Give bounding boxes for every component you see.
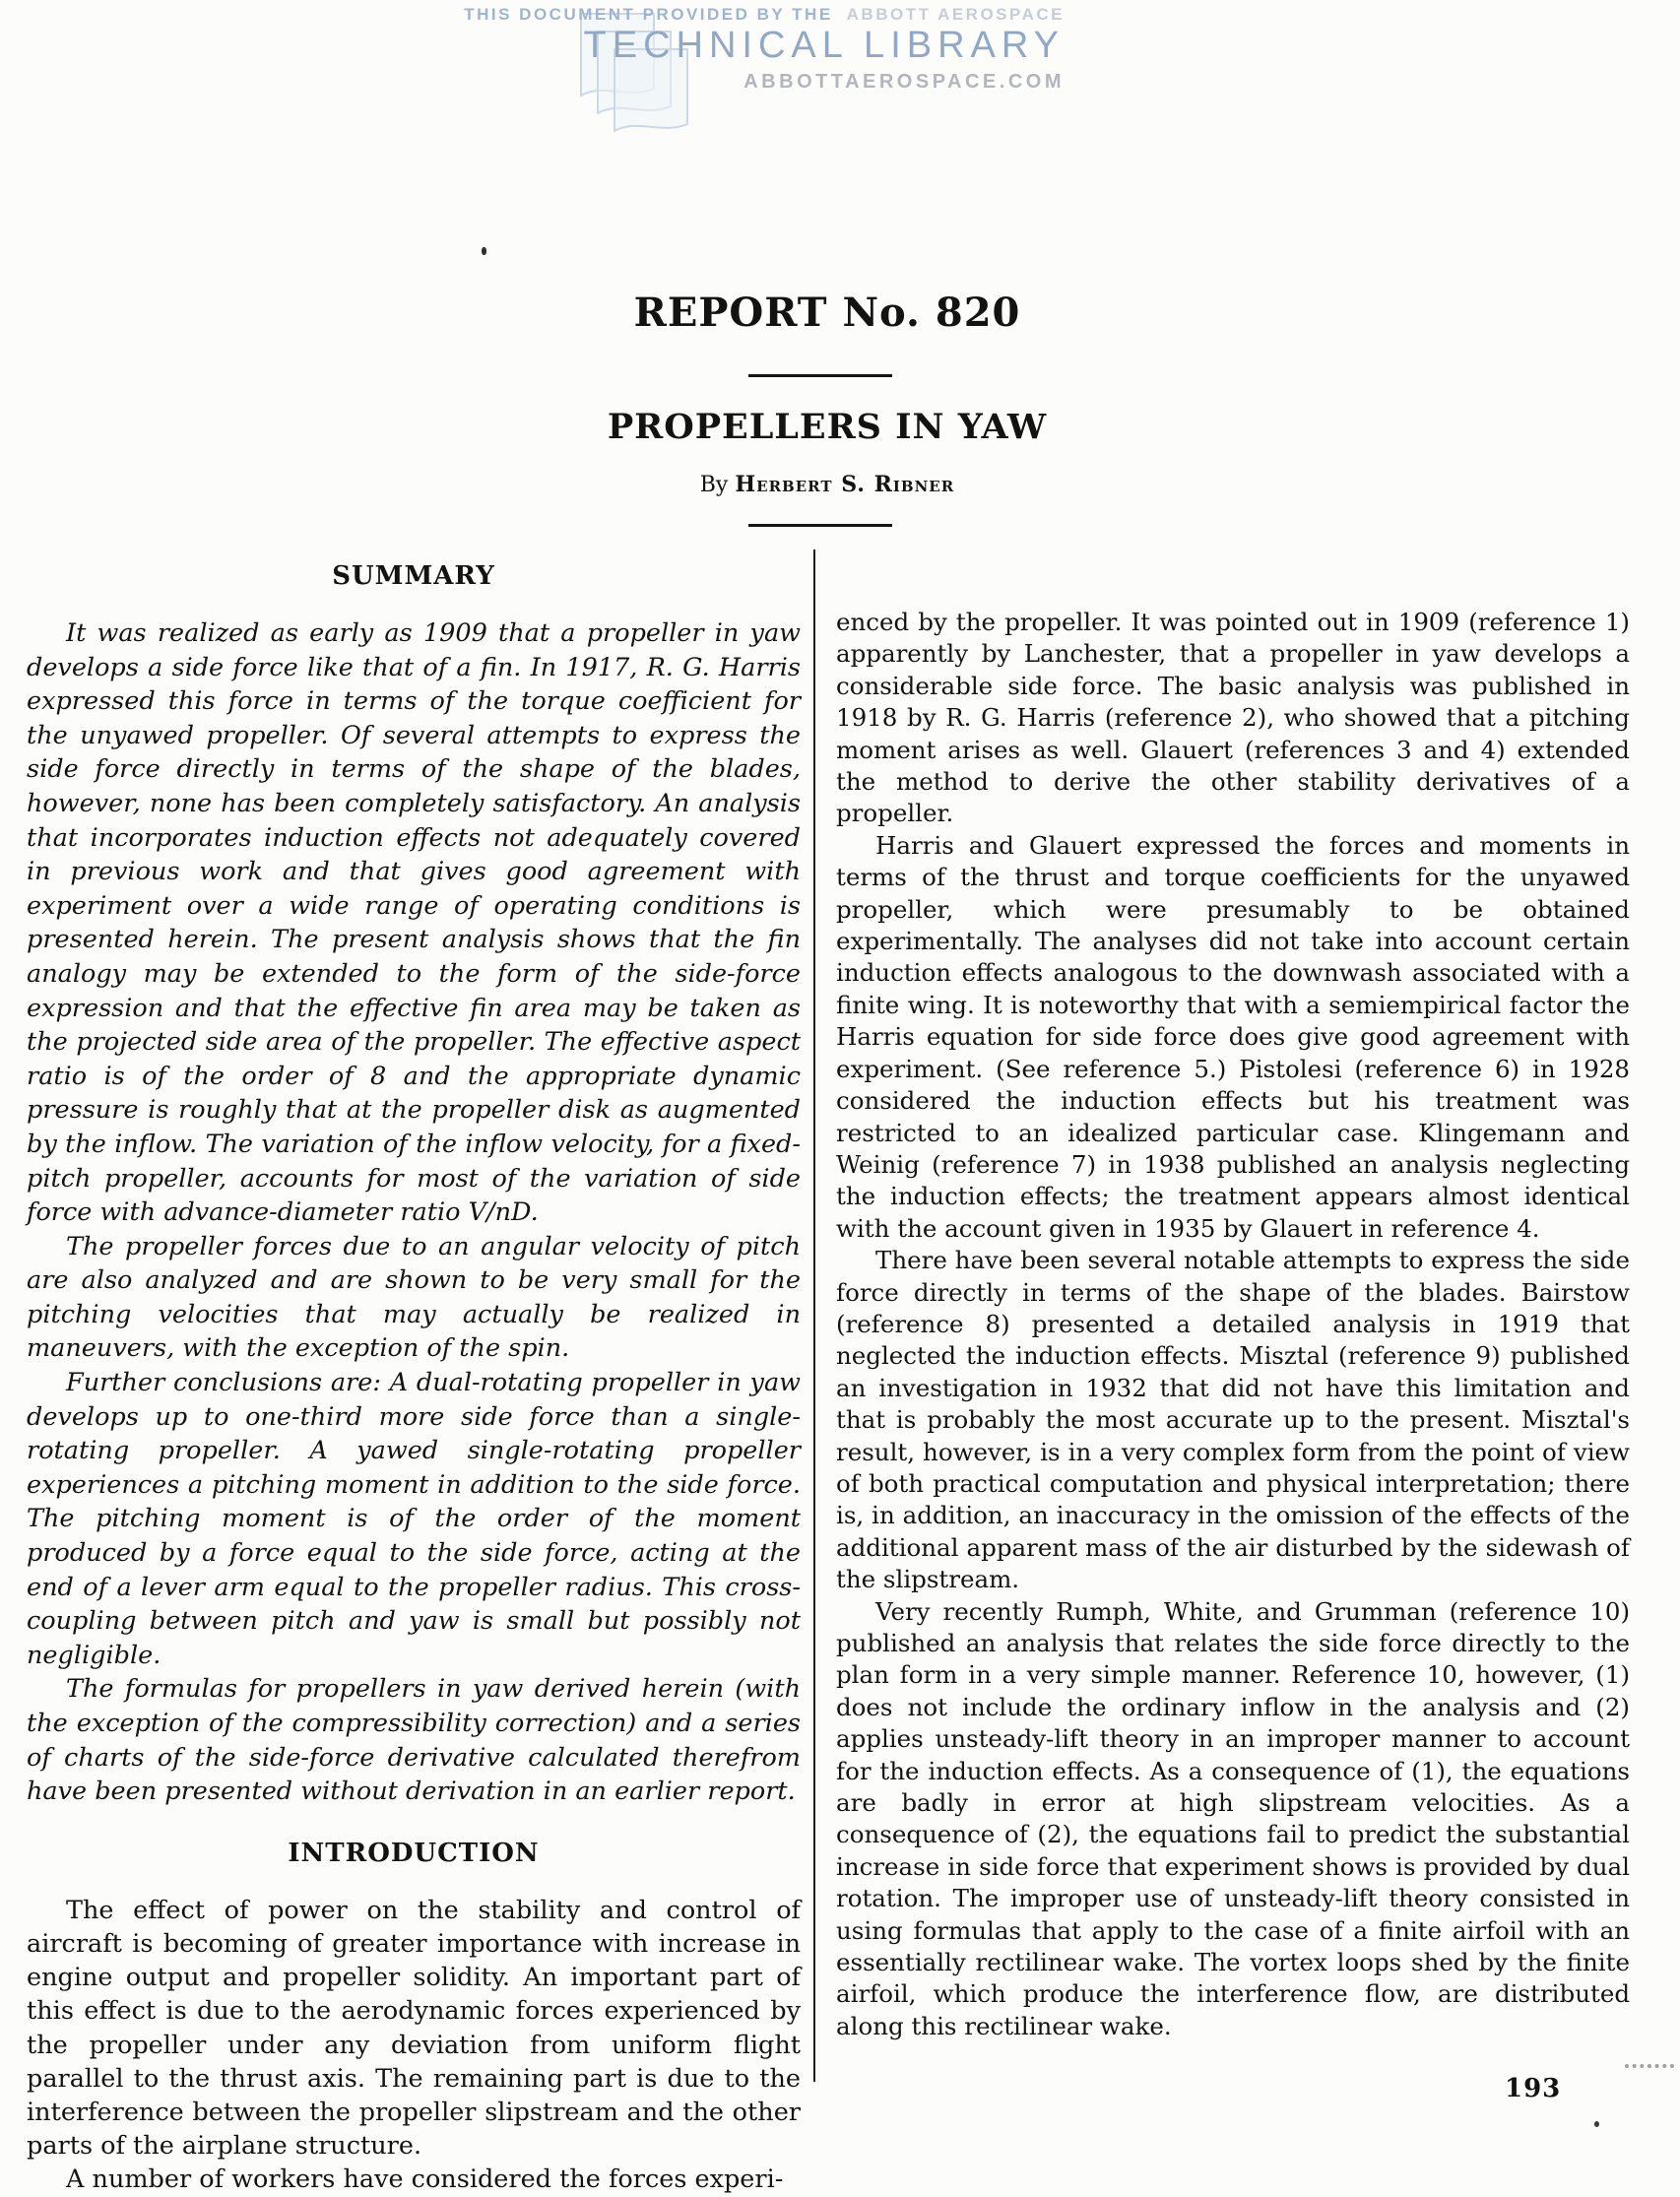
introduction-section: [27, 1894, 801, 2197]
title-rule-top: [748, 374, 892, 377]
summary-paragraph: The formulas for propellers in yaw derived herein (with the exception of the compressibility correction) and a series of charts of the side-force derivative calculated therefrom have been presented without derivation in an earlier report.: [27, 1674, 801, 1807]
watermark-library-text: TECHNICAL LIBRARY: [583, 24, 1065, 66]
page-title: PROPELLERS IN YAW: [607, 407, 1048, 447]
watermark-provided-line: [464, 6, 1065, 24]
watermark-site-text: ABBOTTAEROSPACE.COM: [743, 70, 1065, 93]
watermark: [464, 6, 1065, 93]
body-paragraph: enced by the propeller. It was pointed out in 1909 (reference 1) apparently by Lanchester, that a propeller in yaw develops a considerable side force. The basic analysis was published in 1918 by R. G. Harris (reference 2), who showed that a pitching moment arises as well. Glauert (references 3 and 4) extended the method to derive the other stability derivatives of a propeller.: [836, 608, 1630, 828]
watermark-provided-text: THIS DOCUMENT PROVIDED BY THE: [464, 5, 833, 24]
title-rule-bottom: [748, 524, 892, 527]
byline-prefix: By: [699, 473, 729, 497]
report-number-heading: REPORT No. 820: [633, 290, 1021, 336]
introduction-heading: INTRODUCTION: [288, 1838, 540, 1868]
summary-paragraph: The propeller forces due to an angular velocity of pitch are also analyzed and are shown to be very small for the pitching velocities that may actually be realized in maneuvers, with the exception of the spin.: [27, 1231, 801, 1364]
ink-dot: [1594, 2121, 1599, 2127]
ink-dash-mark: [1625, 2064, 1674, 2068]
column-divider: [813, 549, 815, 2082]
byline: [0, 472, 1654, 497]
right-column: [836, 607, 1630, 2042]
body-paragraph: There have been several notable attempts to express the side force directly in terms of the shape of the blades. Bairstow (reference 8) presented a detailed analysis in 1919 that neglected the induction effects. Misztal (reference 9) published an investigation in 1932 that did not have this limitation and that is probably the most accurate up to the present. Misztal's result, however, is in a very complex form from the point of view of both practical computation and physical interpretation; there is, in addition, an inaccuracy in the omission of the effects of the additional apparent mass of the air disturbed by the sidewash of the slipstream.: [836, 1246, 1630, 1594]
summary-paragraph: It was realized as early as 1909 that a propeller in yaw develops a side force like that of a fin. In 1917, R. G. Harris expressed this force in terms of the torque coefficient for the unyawed propeller. Of several attempts to express the side force directly in terms of the shape of the blades, however, none has been completely satisfactory. An analysis that incorporates induction effects not adequately covered in previous work and that gives good agreement with experiment over a wide range of operating conditions is presented herein. The present analysis shows that the fin analogy may be extended to the form of the side-force expression and that the effective fin area may be taken as the projected side area of the propeller. The effective aspect ratio is of the order of 8 and the appropriate dynamic pressure is roughly that at the propeller disk as augmented by the inflow. The variation of the inflow velocity, for a fixed-pitch propeller, accounts for most of the variation of side force with advance-diameter ratio V/nD.: [27, 618, 801, 1228]
page-number: 193: [1505, 2074, 1562, 2103]
author-name: Herbert S. Ribner: [735, 472, 955, 497]
intro-paragraph: A number of workers have considered the forces experi-: [66, 2165, 784, 2195]
ink-speck: [482, 247, 486, 255]
summary-section: [27, 616, 801, 1809]
summary-heading: SUMMARY: [332, 561, 495, 591]
summary-paragraph: Further conclusions are: A dual-rotating propeller in yaw develops up to one-third more side force than a single-rotating propeller. A yawed single-rotating propeller experiences a pitching moment in addition to the side force. The pitching moment is of the order of the moment produced by a force equal to the side force, acting at the end of a lever arm equal to the propeller radius. This cross-coupling between pitch and yaw is small but possibly not negligible.: [27, 1368, 801, 1670]
intro-paragraph: The effect of power on the stability and control of aircraft is becoming of greater importance with increase in engine output and propeller solidity. An important part of this effect is due to the aerodynamic forces experienced by the propeller under any deviation from uniform flight parallel to the thrust axis. The remaining part is due to the interference between the propeller slipstream and the other parts of the airplane structure.: [27, 1895, 801, 2162]
body-paragraph: Very recently Rumph, White, and Grumman (reference 10) published an analysis that relates the side force directly to the plan form in a very simple manner. Reference 10, however, (1) does not include the ordinary inflow in the analysis and (2) applies unsteady-lift theory in an improper manner to account for the induction effects. As a consequence of (1), the equations are badly in error at high slipstream velocities. As a consequence of (2), the equations fail to predict the substantial increase in side force that experiment shows is provided by dual rotation. The improper use of unsteady-lift theory consisted in using formulas that apply to the case of a finite airfoil with an essentially rectilinear wake. The vortex loops shed by the finite airfoil, which produce the interference flow, are distributed along this rectilinear wake.: [836, 1596, 1630, 2040]
body-paragraph: Harris and Glauert expressed the forces and moments in terms of the thrust and torque coefficients for the unyawed propeller, which were presumably to be obtained experimentally. The analyses did not take into account certain induction effects analogous to the downwash associated with a finite wing. It is noteworthy that with a semiempirical factor the Harris equation for side force does give good agreement with experiment. (See reference 5.) Pistolesi (reference 6) in 1928 considered the induction effects but his treatment was restricted to an idealized particular case. Klingemann and Weinig (reference 7) in 1938 published an analysis neglecting the induction effects; the treatment appears almost identical with the account given in 1935 by Glauert in reference 4.: [836, 830, 1630, 1243]
watermark-brand-text: ABBOTT AEROSPACE: [846, 5, 1065, 24]
left-column: [27, 561, 801, 2197]
